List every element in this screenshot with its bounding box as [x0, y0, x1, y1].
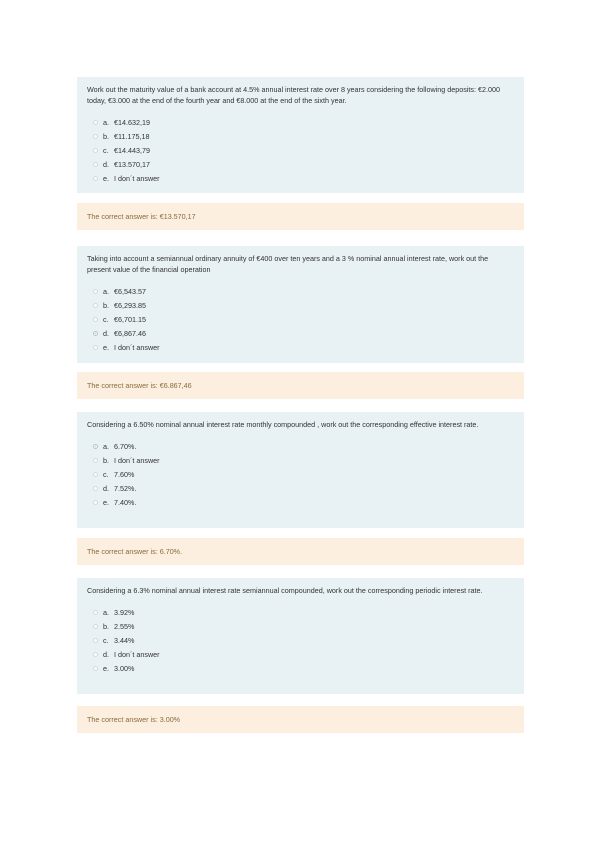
radio-icon[interactable] [93, 624, 98, 629]
option-label: €14.443,79 [114, 145, 150, 155]
option-d[interactable] [87, 481, 514, 495]
option-letter: a. [103, 441, 109, 451]
radio-icon[interactable] [93, 303, 98, 308]
option-letter: b. [103, 621, 109, 631]
option-d[interactable] [87, 157, 514, 171]
option-a[interactable] [87, 284, 514, 298]
option-label: I don´t answer [114, 173, 160, 183]
radio-icon[interactable] [93, 486, 98, 491]
option-letter: d. [103, 328, 109, 338]
option-label: €6,543.57 [114, 286, 146, 296]
option-label: 7.52%. [114, 483, 137, 493]
option-label: 3.00% [114, 663, 135, 673]
option-letter: c. [103, 469, 109, 479]
radio-icon[interactable] [93, 289, 98, 294]
option-letter: a. [103, 607, 109, 617]
option-letter: b. [103, 131, 109, 141]
option-letter: d. [103, 649, 109, 659]
option-label: 7.40%. [114, 497, 137, 507]
option-letter: a. [103, 117, 109, 127]
option-b[interactable] [87, 129, 514, 143]
option-letter: c. [103, 145, 109, 155]
option-d[interactable] [87, 326, 514, 340]
option-letter: c. [103, 635, 109, 645]
question-4 [77, 578, 524, 694]
option-a[interactable] [87, 115, 514, 129]
radio-icon[interactable] [93, 317, 98, 322]
option-label: €11.175,18 [114, 131, 150, 141]
question-text: Work out the maturity value of a bank account at 4.5% annual interest rate over 8 years considering the following deposits: €2.000 today, €3.000 at the end of the fourth year and €8.000 at the end of the sixth year. [87, 85, 500, 105]
radio-icon[interactable] [93, 134, 98, 139]
option-d[interactable] [87, 647, 514, 661]
option-label: 2.55% [114, 621, 135, 631]
option-label: I don´t answer [114, 649, 160, 659]
option-letter: b. [103, 455, 109, 465]
option-letter: d. [103, 159, 109, 169]
correct-answer-feedback: The correct answer is: €13.570,17 [77, 203, 524, 230]
option-letter: c. [103, 314, 109, 324]
question-text: Considering a 6.3% nominal annual interest rate semiannual compounded, work out the corresponding periodic interest rate. [87, 586, 483, 595]
option-label: €6,867.46 [114, 328, 146, 338]
radio-icon[interactable] [93, 638, 98, 643]
option-label: €6,701.15 [114, 314, 146, 324]
option-label: 3.92% [114, 607, 135, 617]
option-label: I don´t answer [114, 455, 160, 465]
option-e[interactable] [87, 495, 514, 509]
option-c[interactable] [87, 467, 514, 481]
question-text: Taking into account a semiannual ordinary annuity of €400 over ten years and a 3 % nominal annual interest rate, work out the present value of the financial operation [87, 254, 489, 274]
option-letter: e. [103, 173, 109, 183]
option-label: €6,293.85 [114, 300, 146, 310]
option-c[interactable] [87, 143, 514, 157]
radio-icon[interactable] [93, 444, 98, 449]
radio-icon[interactable] [93, 458, 98, 463]
option-b[interactable] [87, 298, 514, 312]
option-label: I don´t answer [114, 342, 160, 352]
option-letter: e. [103, 663, 109, 673]
radio-icon[interactable] [93, 148, 98, 153]
option-b[interactable] [87, 453, 514, 467]
question-1 [77, 77, 524, 193]
radio-icon[interactable] [93, 652, 98, 657]
option-letter: e. [103, 342, 109, 352]
question-3 [77, 412, 524, 528]
radio-icon[interactable] [93, 345, 98, 350]
option-c[interactable] [87, 312, 514, 326]
option-letter: e. [103, 497, 109, 507]
question-2 [77, 246, 524, 363]
radio-icon[interactable] [93, 120, 98, 125]
option-e[interactable] [87, 340, 514, 354]
question-text: Considering a 6.50% nominal annual interest rate monthly compounded , work out the corresponding effective interest rate. [87, 420, 479, 429]
option-b[interactable] [87, 619, 514, 633]
option-letter: a. [103, 286, 109, 296]
radio-icon[interactable] [93, 666, 98, 671]
option-a[interactable] [87, 439, 514, 453]
option-e[interactable] [87, 171, 514, 185]
option-label: €14.632,19 [114, 117, 150, 127]
correct-answer-feedback: The correct answer is: 3.00% [77, 706, 524, 733]
radio-icon[interactable] [93, 331, 98, 336]
correct-answer-feedback: The correct answer is: 6.70%. [77, 538, 524, 565]
option-label: 6.70%. [114, 441, 137, 451]
option-e[interactable] [87, 661, 514, 675]
radio-icon[interactable] [93, 610, 98, 615]
option-letter: d. [103, 483, 109, 493]
radio-icon[interactable] [93, 472, 98, 477]
option-c[interactable] [87, 633, 514, 647]
option-a[interactable] [87, 605, 514, 619]
radio-icon[interactable] [93, 162, 98, 167]
option-label: 3.44% [114, 635, 135, 645]
option-label: 7.60% [114, 469, 135, 479]
option-label: €13.570,17 [114, 159, 150, 169]
radio-icon[interactable] [93, 500, 98, 505]
correct-answer-feedback: The correct answer is: €6.867,46 [77, 372, 524, 399]
option-letter: b. [103, 300, 109, 310]
radio-icon[interactable] [93, 176, 98, 181]
